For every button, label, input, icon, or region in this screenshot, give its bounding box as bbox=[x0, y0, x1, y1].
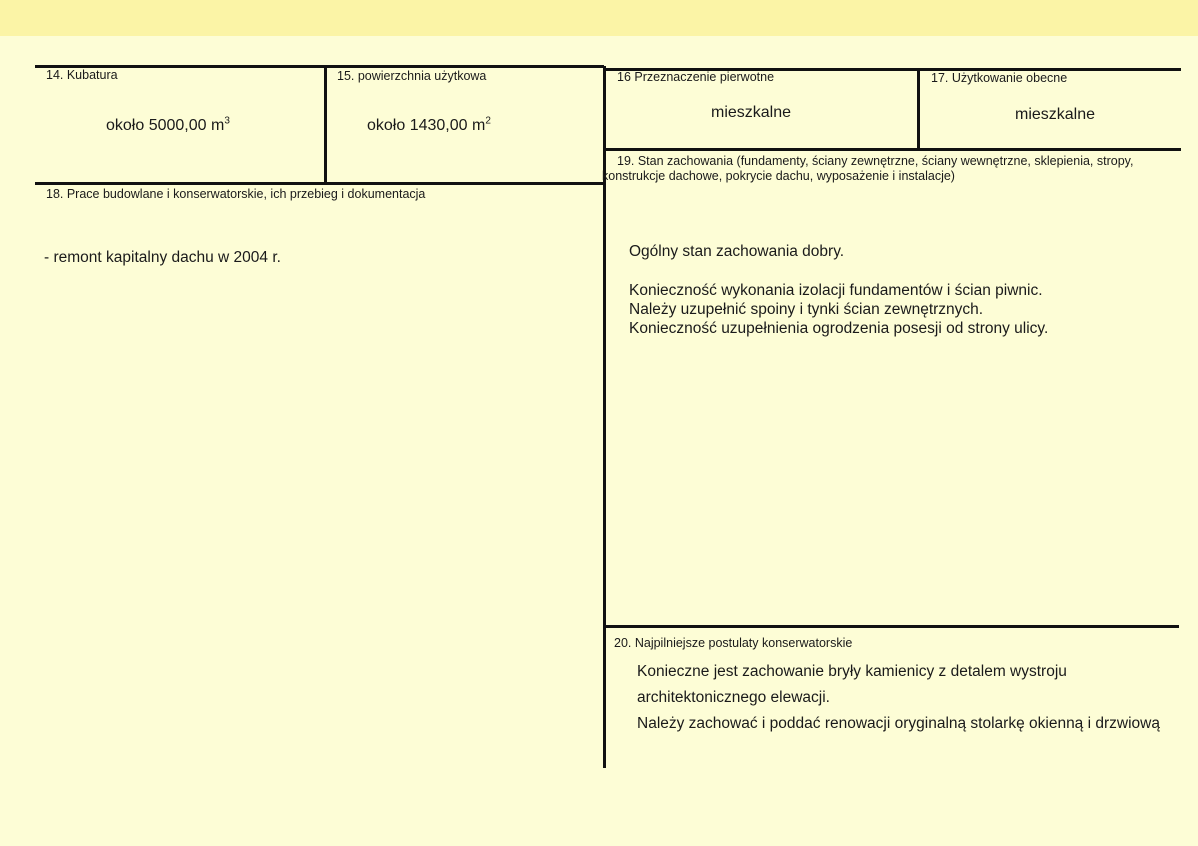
field-20-content bbox=[637, 659, 1160, 737]
field-18-content bbox=[44, 249, 281, 267]
field-20-label: 20. Najpilniejsze postulaty konserwatorskie bbox=[614, 636, 853, 650]
rule-top-left bbox=[35, 65, 604, 68]
rule-mid-right bbox=[606, 148, 1181, 151]
field-17-label: 17. Użytkowanie obecne bbox=[931, 71, 1068, 85]
field-15-value-text: około 1430,00 m bbox=[367, 117, 486, 134]
field-16-value: mieszkalne bbox=[711, 104, 792, 121]
list-item: Konieczne jest zachowanie bryły kamienicy z detalem wystroju bbox=[637, 663, 1067, 680]
field-19-label bbox=[602, 154, 1134, 184]
field-17-value: mieszkalne bbox=[1015, 106, 1096, 123]
rule-col-16-17 bbox=[917, 68, 920, 150]
rule-lower-right bbox=[606, 625, 1179, 628]
field-19-content bbox=[629, 242, 1048, 338]
list-item: Należy zachować i poddać renowacji oryginalną stolarkę okienną i drzwiową bbox=[637, 715, 1160, 732]
rule-mid-left bbox=[35, 182, 606, 185]
list-item: Konieczność uzupełnienia ogrodzenia posesji od strony ulicy. bbox=[629, 320, 1049, 337]
list-item: Konieczność wykonania izolacji fundamentów i ścian piwnic. bbox=[629, 282, 1043, 299]
field-14-label: 14. Kubatura bbox=[46, 68, 118, 82]
list-item: Należy uzupełnić spoiny i tynki ścian zewnętrznych. bbox=[629, 301, 984, 318]
rule-col-14-15 bbox=[324, 66, 327, 184]
field-19-label-line-1: 19. Stan zachowania (fundamenty, ściany zewnętrzne, ściany wewnętrzne, sklepienia, stropy, bbox=[617, 154, 1134, 168]
field-19-label-line-2: konstrukcje dachowe, pokrycie dachu, wyposażenie i instalacje) bbox=[602, 169, 955, 183]
top-color-band bbox=[0, 0, 1198, 36]
field-14-value-text: około 5000,00 m bbox=[106, 117, 225, 134]
field-15-label: 15. powierzchnia użytkowa bbox=[337, 69, 487, 83]
field-15-value bbox=[367, 116, 491, 136]
list-item: architektonicznego elewacji. bbox=[637, 689, 830, 706]
field-14-unit-exponent: 3 bbox=[224, 115, 230, 127]
field-16-label: 16 Przeznaczenie pierwotne bbox=[617, 70, 775, 84]
list-item: - remont kapitalny dachu w 2004 r. bbox=[44, 249, 281, 266]
field-14-value bbox=[106, 116, 230, 136]
field-15-unit-exponent: 2 bbox=[485, 115, 491, 127]
field-18-label: 18. Prace budowlane i konserwatorskie, ich przebieg i dokumentacja bbox=[46, 187, 426, 201]
field-19-summary: Ogólny stan zachowania dobry. bbox=[629, 243, 845, 260]
